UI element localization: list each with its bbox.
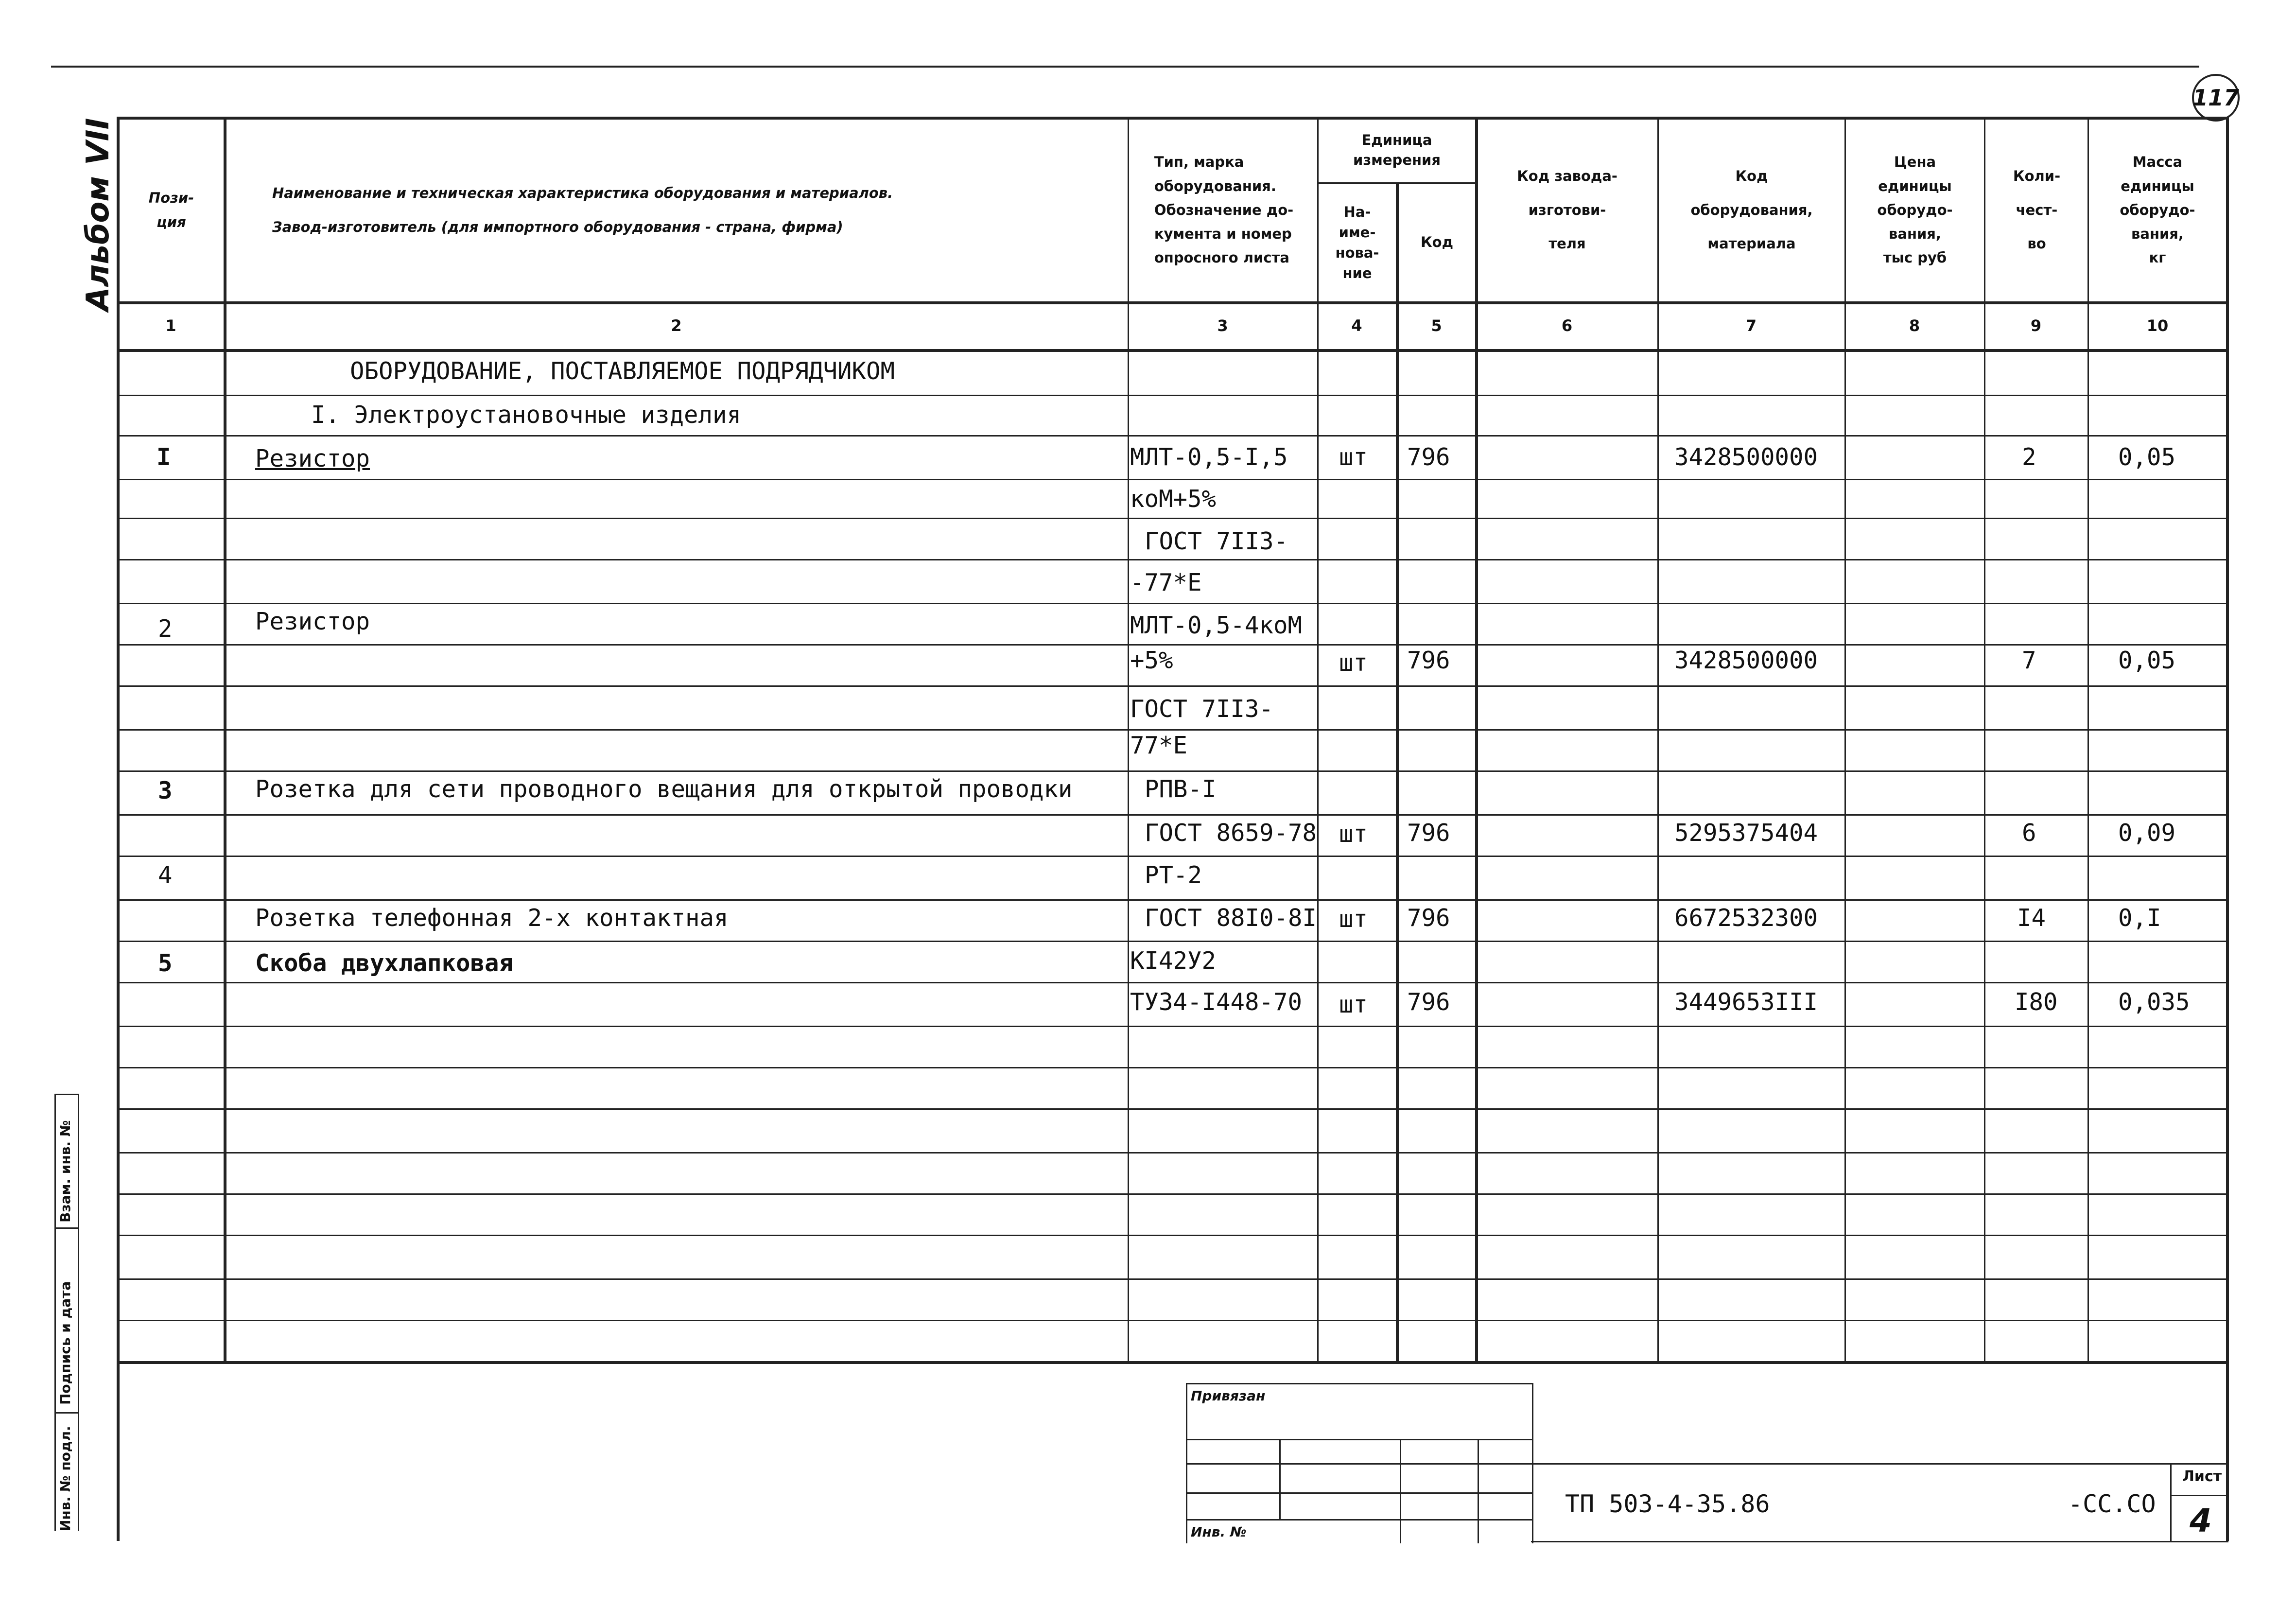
header-unit-text: Единица измерения <box>1353 132 1441 168</box>
row-code: 796 <box>1407 988 1450 1016</box>
row-name: Скоба двухлапковая <box>255 949 514 977</box>
row-mass: 0,09 <box>2118 819 2176 847</box>
sheet-value: 4 <box>2190 1502 2212 1539</box>
row-equipment-code: 5295375404 <box>1674 819 1818 847</box>
col-num-9: 9 <box>2030 316 2042 335</box>
row-type: РТ-2 <box>1145 861 1202 889</box>
header-price <box>1847 122 1983 299</box>
header-equipment-code-text: Код оборудования, материала <box>1690 168 1813 252</box>
header-factory-code <box>1478 122 1656 299</box>
row-mass: 0,05 <box>2118 443 2176 471</box>
row-type: ГОСТ 88I0-8I <box>1145 904 1317 932</box>
doc-suffix: -СС.СО <box>2068 1490 2156 1518</box>
side-inv-podl: Инв. № подл. <box>57 1426 73 1531</box>
row-unit: шт <box>1339 649 1368 677</box>
row-code: 796 <box>1407 443 1450 471</box>
header-type-text: Тип, марка оборудования. Обозначение до- кумента и номер опросного листа <box>1154 154 1294 266</box>
row-quantity: I80 <box>2015 988 2058 1016</box>
col-num-7: 7 <box>1745 316 1757 335</box>
row-mass: 0,05 <box>2118 647 2176 674</box>
row-type: коМ+5% <box>1130 485 1217 513</box>
row-position: 4 <box>158 861 173 889</box>
header-unit-name-text: На- име- нова- ние <box>1335 203 1379 282</box>
row-type: КI42У2 <box>1130 947 1217 975</box>
sheet-label: Лист <box>2182 1468 2222 1485</box>
header-position <box>122 122 221 299</box>
doc-code: ТП 503-4-35.86 <box>1565 1490 1770 1518</box>
header-unit <box>1320 119 1474 181</box>
row-mass: 0,035 <box>2118 988 2190 1016</box>
col-num-6: 6 <box>1561 316 1573 335</box>
row-type: МЛТ-0,5-4коМ <box>1130 612 1303 639</box>
row-unit: шт <box>1339 820 1368 848</box>
page-number-circle <box>2192 74 2240 122</box>
row-name: Розетка телефонная 2-х контактная <box>255 904 729 932</box>
header-name <box>228 122 1125 299</box>
header-name-line1: Наименование и техническая характеристика оборудования и материалов. <box>272 184 893 201</box>
row-type: ГОСТ 8659-78 <box>1145 819 1317 847</box>
row-code: 796 <box>1407 819 1450 847</box>
row-quantity: 6 <box>2022 819 2036 847</box>
col-num-1: 1 <box>165 316 176 335</box>
album-label <box>80 118 116 311</box>
row-quantity: 7 <box>2022 647 2036 674</box>
header-quantity-text: Коли- чест- во <box>2013 168 2061 252</box>
subsection-title: I. Электроустановочные изделия <box>311 401 742 429</box>
header-unit-code <box>1400 185 1474 300</box>
row-code: 796 <box>1407 904 1450 932</box>
row-position: 3 <box>158 777 173 804</box>
row-equipment-code: 3428500000 <box>1674 647 1818 674</box>
inv-no-label: Инв. № <box>1191 1524 1247 1540</box>
row-unit: шт <box>1339 991 1368 1018</box>
row-type: МЛТ-0,5-I,5 <box>1130 443 1288 471</box>
row-equipment-code: 3428500000 <box>1674 443 1818 471</box>
header-unit-code-text: Код <box>1420 234 1454 251</box>
col-num-2: 2 <box>671 316 682 335</box>
header-name-line2: Завод-изготовитель (для импортного оборудования - страна, фирма) <box>272 218 843 235</box>
col-num-8: 8 <box>1909 316 1920 335</box>
section-title: ОБОРУДОВАНИЕ, ПОСТАВЛЯЕМОЕ ПОДРЯДЧИКОМ <box>350 357 895 385</box>
col-num-3: 3 <box>1217 316 1228 335</box>
bound-label: Привязан <box>1191 1388 1266 1404</box>
row-type: РПВ-I <box>1145 775 1217 803</box>
top-rule <box>51 66 2199 68</box>
header-quantity <box>1987 122 2087 299</box>
row-unit: шт <box>1339 905 1368 933</box>
row-type: ГОСТ 7II3- <box>1130 695 1274 723</box>
row-equipment-code: 3449653III <box>1674 988 1818 1016</box>
row-type: ГОСТ 7II3- <box>1145 527 1288 555</box>
side-signature-date: Подпись и дата <box>57 1281 73 1405</box>
row-code: 796 <box>1407 647 1450 674</box>
row-equipment-code: 6672532300 <box>1674 904 1818 932</box>
header-mass-text: Масса единицы оборудо- вания, кг <box>2120 154 2195 266</box>
col-num-5: 5 <box>1431 316 1442 335</box>
row-type: ТУ34-I448-70 <box>1130 988 1303 1016</box>
col-num-4: 4 <box>1351 316 1362 335</box>
row-type: 77*Е <box>1130 732 1188 759</box>
col-num-10: 10 <box>2146 316 2169 335</box>
row-quantity: 2 <box>2022 443 2036 471</box>
row-mass: 0,I <box>2118 904 2161 932</box>
header-unit-name <box>1320 185 1395 300</box>
row-position: 2 <box>158 615 173 643</box>
row-name: Резистор <box>255 445 370 472</box>
header-price-text: Цена единицы оборудо- вания, тыс руб <box>1877 154 1953 266</box>
row-name: Розетка для сети проводного вещания для открытой проводки <box>255 775 1073 803</box>
header-mass <box>2090 122 2225 299</box>
page-number: 117 <box>2192 85 2240 111</box>
row-type: +5% <box>1130 647 1173 674</box>
row-type: -77*Е <box>1130 569 1202 596</box>
header-equipment-code <box>1660 122 1844 299</box>
row-name: Резистор <box>255 608 370 635</box>
row-position: I <box>157 443 171 471</box>
row-position: 5 <box>158 949 173 977</box>
header-position-text: Пози- ция <box>148 190 194 230</box>
side-inv-vzam: Взам. инв. № <box>57 1120 73 1223</box>
row-quantity: I4 <box>2017 904 2046 932</box>
header-type <box>1131 122 1316 299</box>
row-unit: шт <box>1339 443 1368 471</box>
album-label-text: Альбом VII <box>80 118 116 311</box>
header-factory-code-text: Код завода- изготови- теля <box>1517 168 1618 252</box>
